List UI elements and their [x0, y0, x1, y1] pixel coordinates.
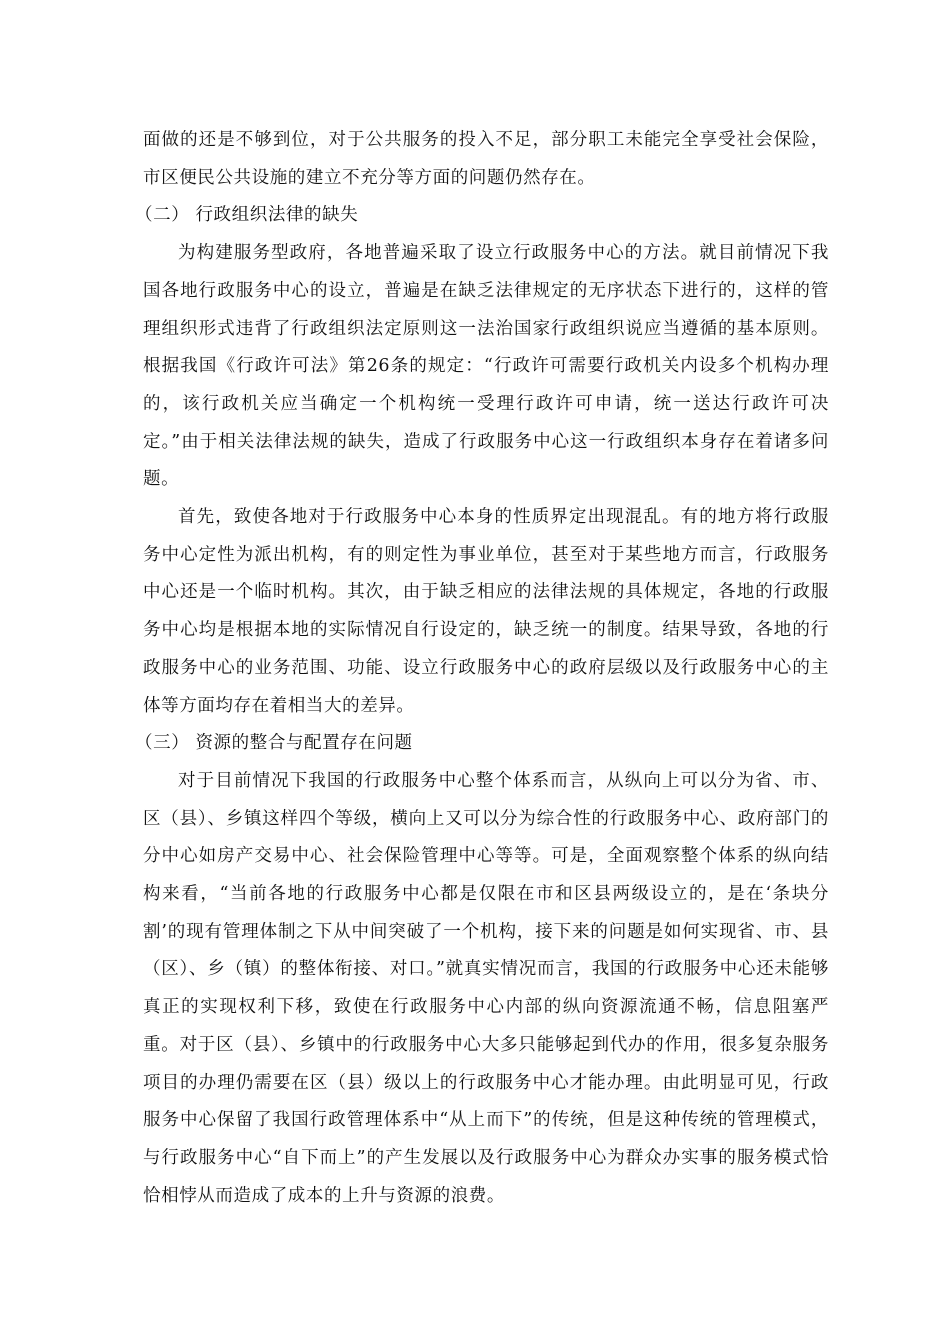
paragraph-legal-deficiency: 为构建服务型政府，各地普遍采取了设立行政服务中心的方法。就目前情况下我国各地行政服务中心的设立，普遍是在缺乏法律规定的无序状态下进行的，这样的管理组织形式违背了行政组织法定原则这一法治国家行政组织说应当遵循的基本原则。根据我国《行政许可法》第26条的规定：“行政许可需要行政机关内设多个机构办理的，该行政机关应当确定一个机构统一受理行政许可申请，统一送达行政许可决定。”由于相关法律法规的缺失，造成了行政服务中心这一行政组织本身存在着诸多问题。	[143, 243, 829, 490]
document-body	[135, 122, 829, 1215]
section-heading-2: （二） 行政组织法律的缺失	[135, 205, 359, 226]
paragraph-continued: 面做的还是不够到位，对于公共服务的投入不足，部分职工未能完全享受社会保险，市区便民公共设施的建立不充分等方面的问题仍然存在。	[143, 130, 829, 188]
paragraph-nature-confusion: 首先，致使各地对于行政服务中心本身的性质界定出现混乱。有的地方将行政服务中心定性为派出机构，有的则定性为事业单位，甚至对于某些地方而言，行政服务中心还是一个临时机构。其次，由于缺乏相应的法律法规的具体规定，各地的行政服务中心均是根据本地的实际情况自行设定的，缺乏统一的制度。结果导致，各地的行政服务中心的业务范围、功能、设立行政服务中心的政府层级以及行政服务中心的主体等方面均存在着相当大的差异。	[143, 507, 829, 716]
paragraph-resource-allocation: 对于目前情况下我国的行政服务中心整个体系而言，从纵向上可以分为省、市、区（县）、乡镇这样四个等级，横向上又可以分为综合性的行政服务中心、政府部门的分中心如房产交易中心、社会保险管理中心等等。可是，全面观察整个体系的纵向结构来看，“当前各地的行政服务中心都是仅限在市和区县两级设立的，是在‘条块分割’的现有管理体制之下从中间突破了一个机构，接下来的问题是如何实现省、市、县（区）、乡（镇）的整体衔接、对口。”就真实情况而言，我国的行政服务中心还未能够真正的实现权利下移，致使在行政服务中心内部的纵向资源流通不畅，信息阻塞严重。对于区（县）、乡镇中的行政服务中心大多只能够起到代办的作用，很多复杂服务项目的办理仍需要在区（县）级以上的行政服务中心才能办理。由此明显可见，行政服务中心保留了我国行政管理体系中“从上而下”的传统，但是这种传统的管理模式，与行政服务中心“自下而上”的产生发展以及行政服务中心为群众办实事的服务模式恰恰相悖从而造成了成本的上升与资源的浪费。	[143, 770, 829, 1206]
section-heading-3: （三） 资源的整合与配置存在问题	[135, 733, 413, 754]
